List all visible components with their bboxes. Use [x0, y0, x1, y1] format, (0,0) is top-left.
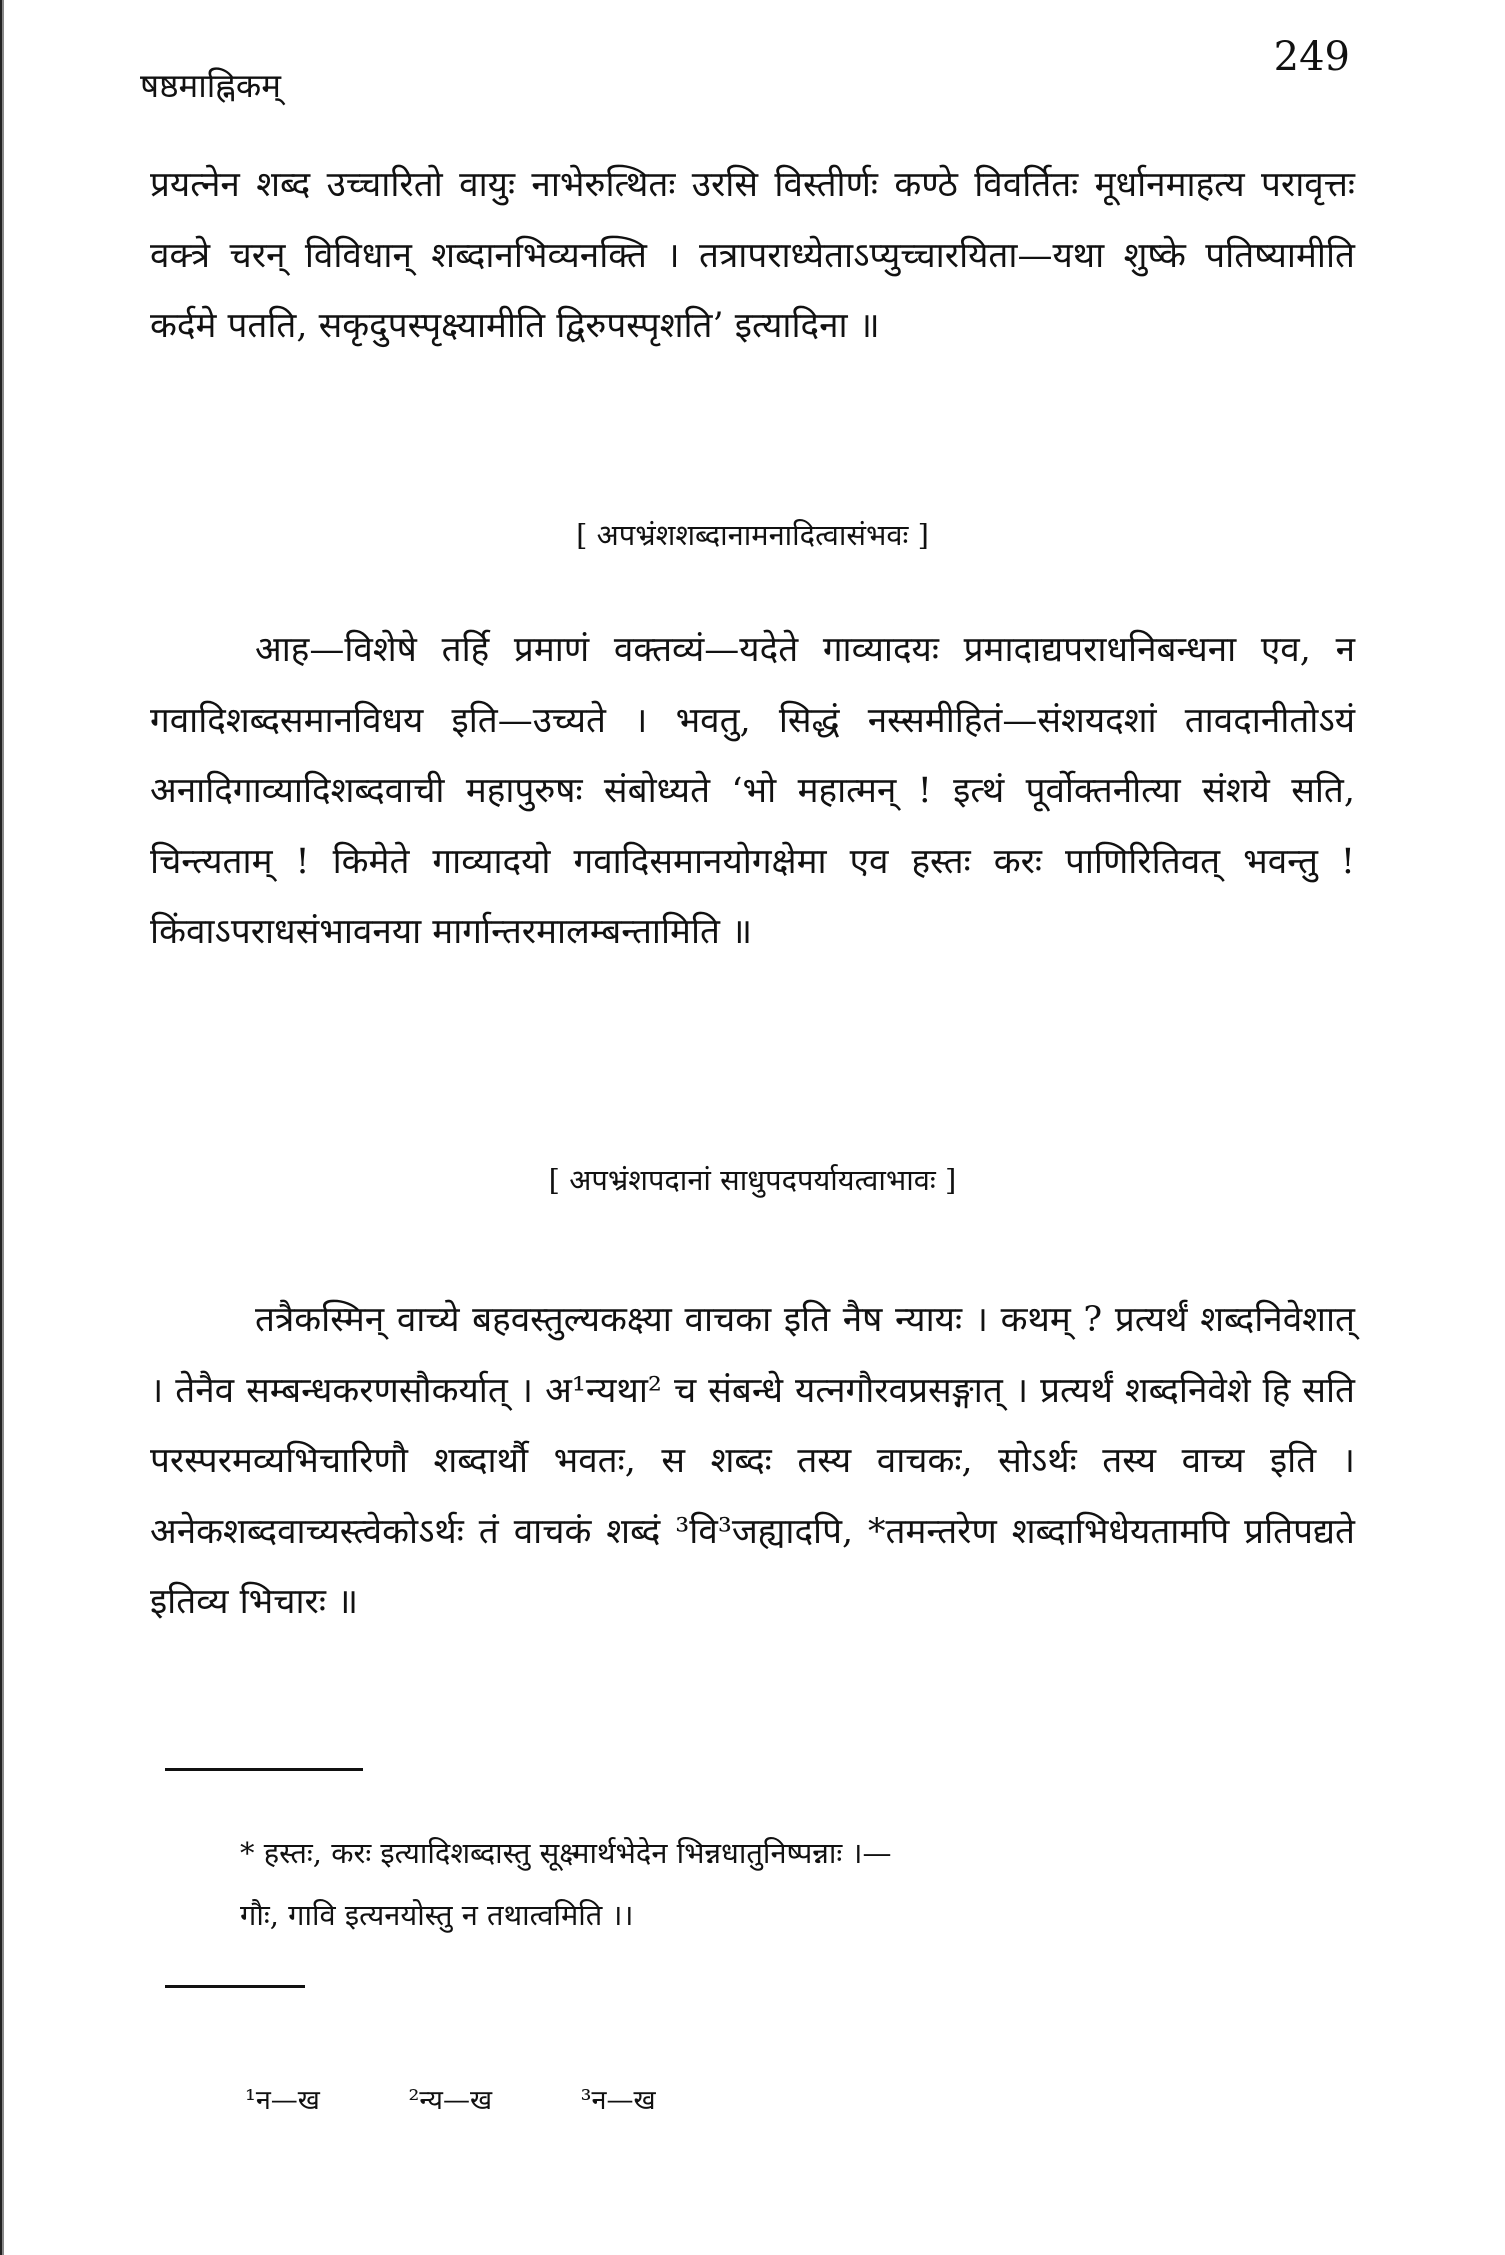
variant-reading: ²न्य—ख — [408, 2085, 493, 2116]
paragraph-2 — [150, 615, 1355, 968]
paragraph-1 — [150, 150, 1355, 362]
variant-reading: ¹न—ख — [245, 2085, 320, 2116]
variants-divider — [165, 1985, 305, 1988]
paragraph-text: प्रयत्नेन शब्द उच्चारितो वायुः नाभेरुत्थितः उरसि विस्तीर्णः कण्ठे विवर्तितः मूर्धानमाहत्य परावृत्तः वक्त्रे चरन् विविधान् शब्दानभिव्यनक्ति । तत्रापराध्येताऽप्युच्चारयिता—यथा शुष्के पतिष्यामीति कर्दमे पतति, सकृदुपस्पृक्ष्यामीति द्विरुपस्पृशति’ इत्यादिना ॥ — [150, 165, 1355, 346]
footnote-line-2: गौः, गावि इत्यनयोस्तु न तथात्वमिति ।। — [240, 1898, 634, 1932]
paragraph-text: आह—विशेषे तर्हि प्रमाणं वक्तव्यं—यदेते गाव्यादयः प्रमादाद्यपराधनिबन्धना एव, न गवादिशब्दसमानविधय इति—उच्यते । भवतु, सिद्धं नस्समीहितं—संशयदशां तावदानीतोऽयं अनादिगाव्यादिशब्दवाची महापुरुषः संबोध्यते ‘भो महात्मन् ! इत्थं पूर्वोक्तनीत्या संशये सति, चिन्त्यताम् ! किमेते गाव्यादयो गवादिसमानयोगक्षेमा एव हस्तः करः पाणिरितिवत् भवन्तु ! किंवाऽपराधसंभावनया मार्गान्तरमालम्बन्तामिति ॥ — [150, 630, 1355, 952]
variant-reading: ³न—ख — [580, 2085, 656, 2116]
footnote-divider — [165, 1768, 363, 1771]
footnote — [240, 1822, 891, 1946]
page-number: 249 — [1273, 34, 1350, 80]
paragraph-3 — [150, 1285, 1355, 1638]
section-heading-2: [ अपभ्रंशपदानां साधुपदपर्यायत्वाभावः ] — [548, 1163, 957, 1197]
paragraph-text: तत्रैकस्मिन् वाच्ये बहवस्तुल्यकक्ष्या वाचका इति नैष न्यायः । कथम् ? प्रत्यर्थं शब्दनिवेशात् । तेनैव सम्बन्धकरणसौकर्यात् । अ¹न्यथा² च संबन्धे यत्नगौरवप्रसङ्गात् । प्रत्यर्थं शब्दनिवेशे हि सति परस्परमव्यभिचारिणौ शब्दार्थौ भवतः, स शब्दः तस्य वाचकः, सोऽर्थः तस्य वाच्य इति । अनेकशब्दवाच्यस्त्वेकोऽर्थः तं वाचकं शब्दं ³वि³जह्यादपि, *तमन्तरेण शब्दाभिधेयतामपि प्रतिपद्यते इतिव्य भिचारः ॥ — [150, 1300, 1355, 1622]
variant-readings — [245, 2080, 736, 2117]
footnote-line-1: * हस्तः, करः इत्यादिशब्दास्तु सूक्ष्मार्थभेदेन भिन्नधातुनिष्पन्नाः ।— — [240, 1836, 892, 1870]
section-heading-1: [ अपभ्रंशशब्दानामनादित्वासंभवः ] — [576, 518, 929, 552]
page-binding-edge — [0, 0, 6, 2255]
running-header-title: षष्ठमाह्निकम् — [140, 66, 281, 105]
